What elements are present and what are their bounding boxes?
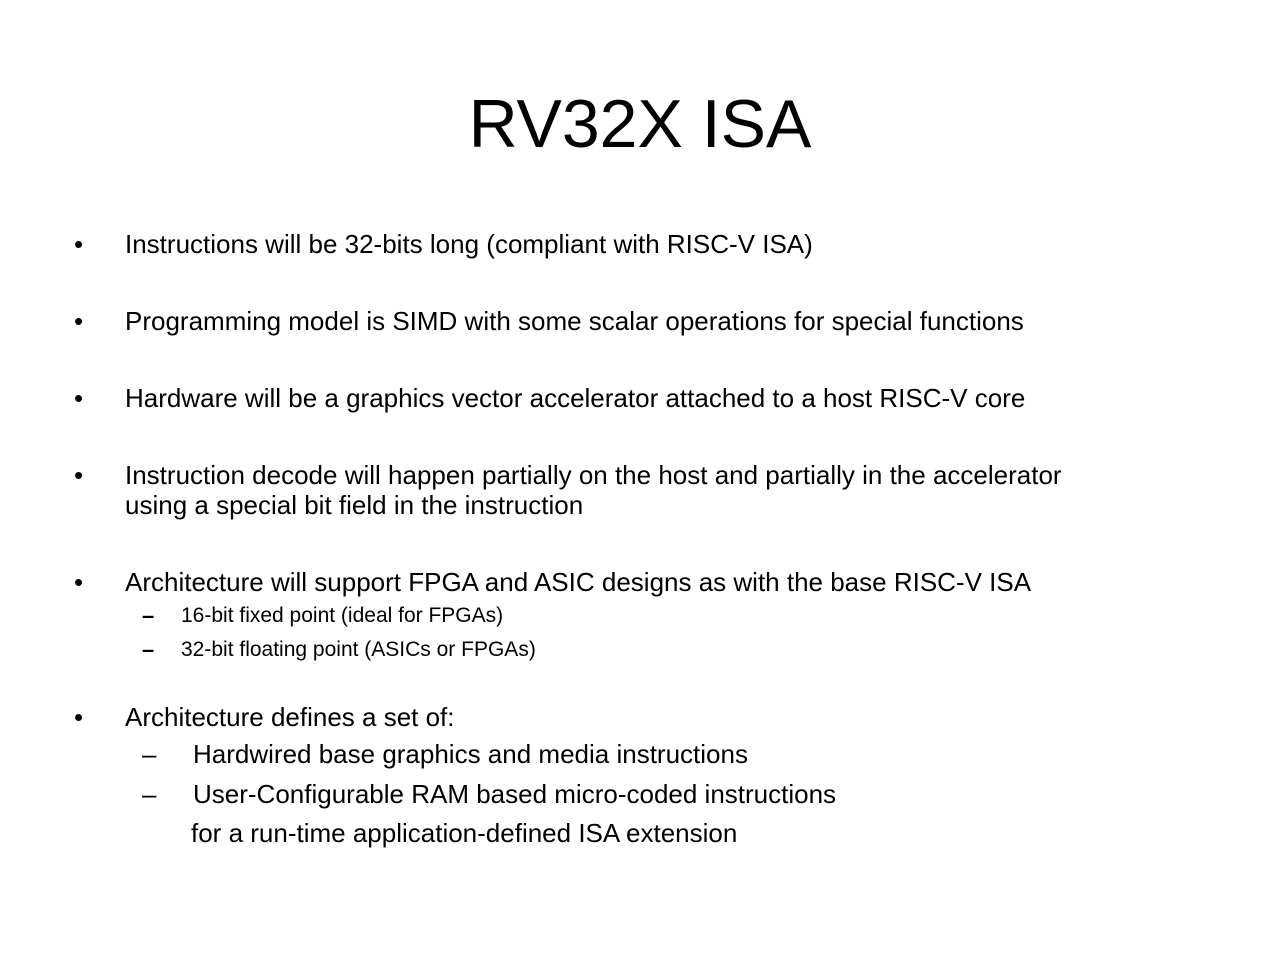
bullet-dot: • bbox=[74, 306, 84, 336]
bullet-dot: • bbox=[74, 229, 84, 259]
sub-item-continuation-text: for a run-time application-defined ISA extension bbox=[191, 818, 738, 848]
bullet-text: Instructions will be 32-bits long (compliant with RISC-V ISA) bbox=[125, 229, 813, 259]
bullet-dot: • bbox=[74, 567, 84, 597]
bullet-dot: • bbox=[74, 383, 84, 413]
sub-bullet-dash: – bbox=[142, 637, 155, 662]
sub-bullet-dash: – bbox=[142, 603, 155, 628]
slide-title: RV32X ISA bbox=[468, 86, 812, 162]
sub-item-text: 32-bit floating point (ASICs or FPGAs) bbox=[181, 638, 536, 661]
sub-item-text: User-Configurable RAM based micro-coded instructions bbox=[193, 779, 837, 809]
bullet-text: Programming model is SIMD with some scalar operations for special functions bbox=[125, 306, 1024, 336]
sub-item-text: 16-bit fixed point (ideal for FPGAs) bbox=[181, 604, 504, 627]
bullet-dot: • bbox=[74, 702, 84, 732]
bullet-text: Hardware will be a graphics vector accelerator attached to a host RISC-V core bbox=[125, 383, 1026, 413]
bullet-text-line-2: using a special bit field in the instruction bbox=[125, 490, 584, 520]
sub-bullet-dash: – bbox=[142, 779, 157, 809]
bullet-text-line-1: Instruction decode will happen partially on the host and partially in the accelerator bbox=[125, 460, 1062, 490]
sub-bullet-dash: – bbox=[142, 739, 157, 769]
bullet-dot: • bbox=[74, 460, 84, 490]
bullet-text: Architecture defines a set of: bbox=[125, 702, 455, 732]
sub-item-text: Hardwired base graphics and media instructions bbox=[193, 739, 748, 769]
bullet-text: Architecture will support FPGA and ASIC designs as with the base RISC-V ISA bbox=[125, 567, 1032, 597]
